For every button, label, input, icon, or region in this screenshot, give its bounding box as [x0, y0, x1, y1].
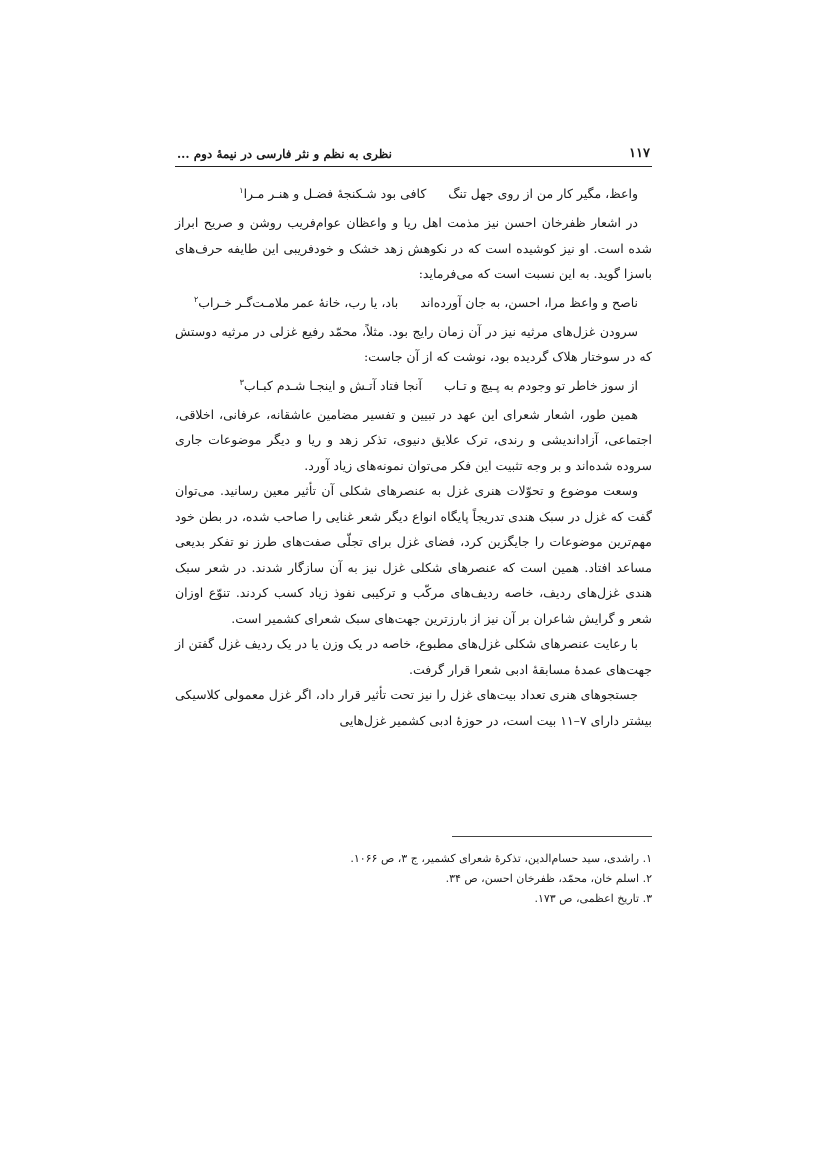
- verse-couplet: [175, 372, 652, 400]
- paragraph: جستجوهای هنری تعداد بیت‌های غزل را نیز تحت تأثیر قرار داد، اگر غزل معمولی کلاسیکی بیشتر دارای ۷–۱۱ بیت است، در حوزهٔ ادبی کشمیر غزل‌هایی: [175, 687, 652, 728]
- page-number: ۱۱۷: [629, 146, 650, 161]
- paragraph: وسعت موضوع و تحوّلات هنری غزل به عنصرهای شکلی آن تأثیر معین رسانید. می‌توان گفت که غزل در سبک هندی تدریجاً پایگاه انواع دیگر شعر غنایی را صاحب شده، در بطن خود مهم‌ترین موضوعات را جایگزین کرد، فضای غزل برای تجلّی صفت‌های طرز نو تفکر بدیعی مساعد افتاد. همین است که عنصرهای شکلی غزل نیز به آن سازگار شدند. در شعر سبک هندی غزل‌های ردیف، خاصه ردیف‌های مرکّب و ترکیبی نفوذ زیاد کسب کردند. تنوّع اوزان شعر و گرایش شاعران بر آن نیز از بارزترین جهت‌های سبک شعرای کشمیر است.: [175, 483, 652, 626]
- footnote-marker: ۲: [193, 294, 199, 304]
- paragraph: در اشعار ظفرخان احسن نیز مذمت اهل ریا و واعظان عوام‌فریب روشن و صریح ابراز شده است. او نیز کوشیده است که در نکوهش زهد خشک و خودفریبی این طایفه حرف‌های باسزا گوید. به این نسبت است که می‌فرماید:: [175, 215, 652, 281]
- verse-hemistich-second: باد، یا رب، خانهٔ عمر ملامـت‌گـر خـراب$^۲$: [193, 294, 399, 310]
- verse-hemistich-first: ناصح و واعظ مرا، احسن، به جان آورده‌اند: [420, 294, 638, 310]
- footnote-marker: ۱: [239, 185, 244, 195]
- page-header: [175, 146, 652, 167]
- verse-hemistich-second: کافی بود شـکنجهٔ فضـل و هنـر مـرا$^۱$: [239, 185, 427, 201]
- verse-hemistich-first: از سوز خاطر تو وجودم به پـیچ و تـاب: [443, 377, 638, 393]
- verse-hemistich-first: واعظ، مگیر کار من از روی جهل تنگ: [448, 186, 638, 201]
- footnote-item: ۱. راشدی، سید حسام‌الدین، تذکرهٔ شعرای کشمیر، ج ۳، ص ۱۰۶۶.: [350, 852, 652, 865]
- paragraph: سرودن غزل‌های مرثیه نیز در آن زمان رایج بود. مثلاً، محمّد رفیع غزلی در مرثیه دوستش که در سوختار هلاک گردیده بود، نوشت که از آن جاست:: [175, 323, 652, 364]
- running-title: نظری به نظم و نثر فارسی در نیمهٔ دوم ...: [177, 147, 392, 161]
- verse-couplet: [175, 289, 652, 317]
- paragraph: با رعایت عنصرهای شکلی غزل‌های مطبوع، خاصه در یک وزن یا در یک ردیف غزل گفتن از جهت‌های عمدهٔ مسابقهٔ ادبی شعرا قرار گرفت.: [175, 636, 652, 677]
- paragraph: همین طور، اشعار شعرای این عهد در تبیین و تفسیر مضامین عاشقانه، عرفانی، اخلاقی، اجتماعی، آزاداندیشی و رندی، ترک علایق دنیوی، تذکر زهد و ریا و دیگر موضوعات جاری سروده شده‌اند و بر وجه تثبیت این فکر می‌توان نمونه‌های زیاد آورد.: [175, 406, 652, 473]
- verse-hemistich-second: آنجا فتاد آتـش و اینجـا شـدم کبـاب$^۳$: [239, 377, 422, 393]
- footnote-divider: [452, 836, 652, 837]
- verse-couplet: [175, 180, 652, 208]
- footnotes: [300, 849, 652, 909]
- main-text: [175, 178, 652, 733]
- footnote-item: ۲. اسلم خان، محمّد، ظفرخان احسن، ص ۳۴.: [445, 872, 652, 885]
- footnote-item: ۳. تاریخ اعظمی، ص ۱۷۳.: [534, 892, 652, 905]
- footnote-marker: ۳: [239, 377, 244, 387]
